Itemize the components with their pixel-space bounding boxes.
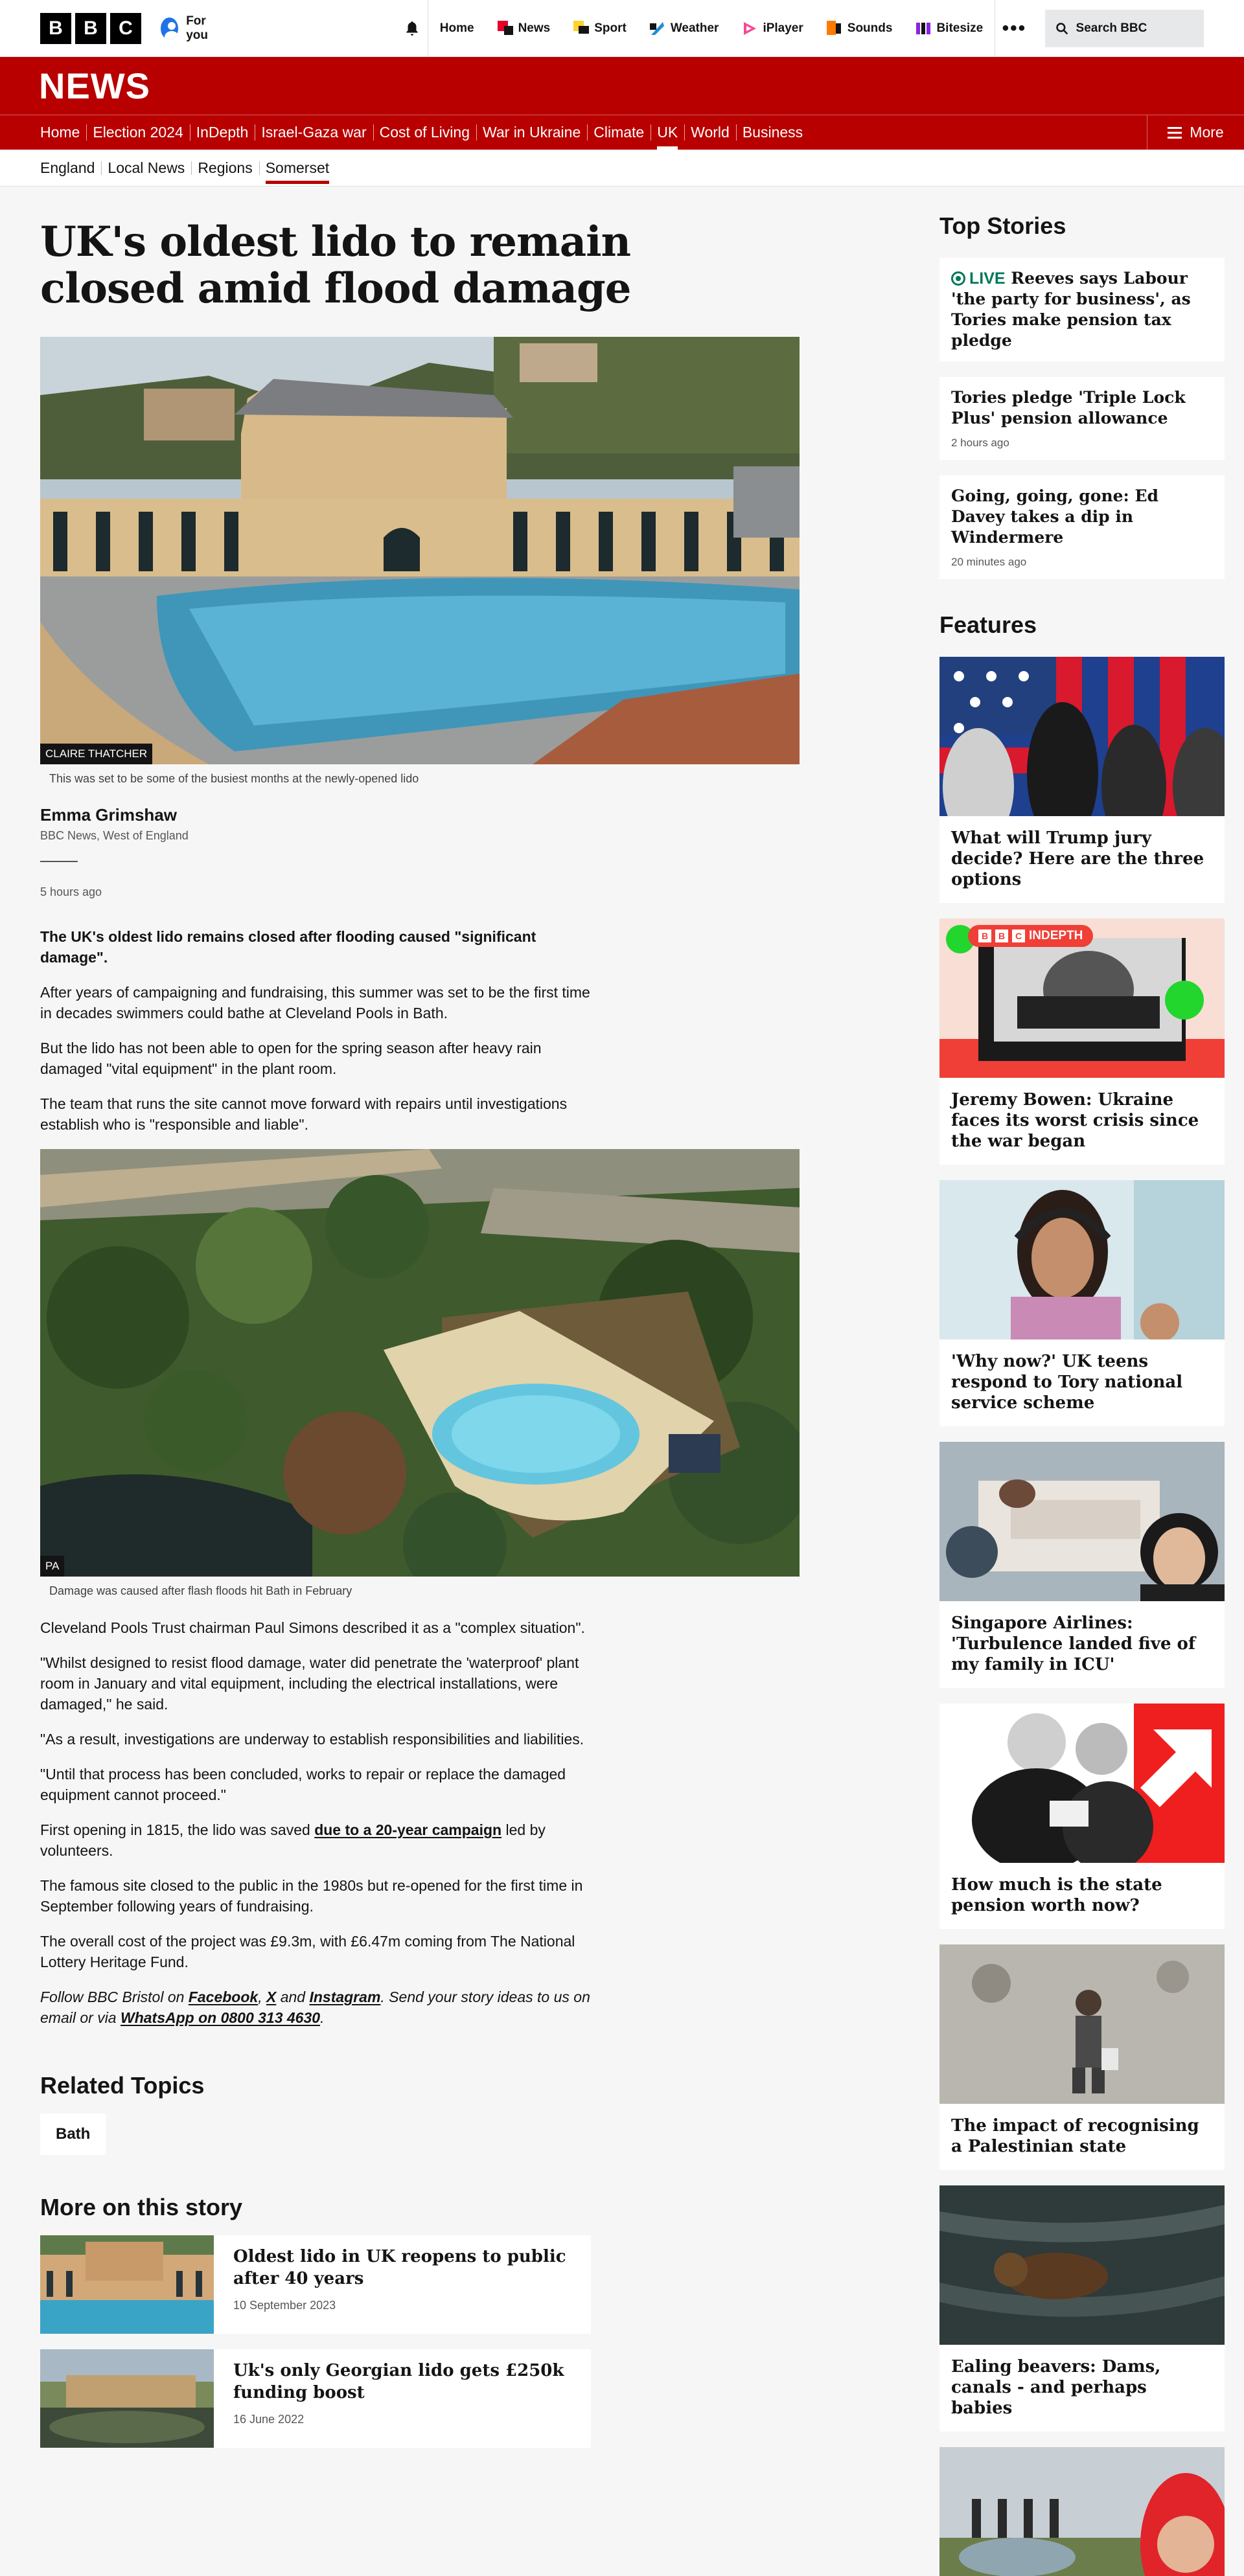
feature-image [939,918,1225,1078]
story-thumbnail [40,2349,214,2448]
more-menu-button[interactable]: ••• [995,0,1033,57]
bbc-logo-letter: C [110,13,141,44]
sub-nav-local-news[interactable]: Local News [101,150,191,187]
article-paragraph [40,1819,591,1861]
article [40,219,800,2463]
article-headline: UK's oldest lido to remain closed amid flood damage [40,218,631,313]
feature-card[interactable] [939,1442,1225,1688]
feature-image [939,2447,1225,2576]
search-label: Search BBC [1076,21,1147,35]
global-nav [428,0,995,57]
bbc-logo[interactable] [40,13,141,44]
article-body-2 [40,1617,591,2028]
global-nav-label: News [518,21,551,35]
section-nav [0,115,1244,150]
global-nav-sport[interactable] [562,0,638,57]
article-paragraph: "Whilst designed to resist flood damage, water did penetrate the 'waterproof' plant room in January and vital equipment, including the electrical installations, were damaged," he said. [40,1654,579,1713]
features-title: Features [939,611,1037,638]
global-nav-bitesize[interactable] [904,0,995,57]
feature-image [939,1442,1225,1601]
feature-card[interactable] [939,657,1225,903]
article-paragraph: Cleveland Pools Trust chairman Paul Simons described it as a "complex situation". [40,1619,585,1636]
feature-image [939,657,1225,816]
section-nav-cost-of-living[interactable]: Cost of Living [373,115,476,150]
feature-title: Ealing beavers: Dams, canals - and perhaps babies [951,2357,1161,2418]
paragraph-text: First opening in 1815, the lido was saved [40,1821,315,1838]
for-you-label: For you [186,14,208,42]
feature-title: How much is the state pension worth now? [951,1875,1162,1915]
account-icon [161,17,178,40]
global-nav-weather[interactable] [638,0,731,57]
indepth-badge-logo-letter: B [995,929,1008,942]
topic-tag-bath[interactable]: Bath [40,2114,106,2155]
image-caption: This was set to be some of the busiest months at the newly-opened lido [49,772,419,785]
whatsapp-link[interactable]: WhatsApp on 0800 313 4630 [120,2009,321,2026]
global-nav-label: iPlayer [763,21,803,35]
lido-image [40,337,800,764]
follow-text: Follow BBC Bristol on [40,1989,189,2005]
article-paragraph: But the lido has not been able to open for the spring season after heavy rain damaged "vital equipment" in the plant room. [40,1040,542,1077]
story-title: Uk's only Georgian lido gets £250k funding boost [233,2361,564,2402]
global-nav-label: Home [439,21,474,35]
follow-note [40,1987,591,2028]
story-card[interactable] [40,2349,591,2448]
live-badge [951,269,1006,288]
live-label: LIVE [969,269,1006,288]
x-link[interactable]: X [266,1989,277,2005]
article-figure-1 [40,337,800,786]
sub-nav [0,150,1244,187]
bbc-masthead [0,0,1244,57]
global-nav-label: Bitesize [936,21,984,35]
story-thumbnail [40,2235,214,2334]
section-nav-indepth[interactable]: InDepth [190,115,255,150]
story-title: Oldest lido in UK reopens to public after 40 years [233,2247,566,2288]
feature-image [939,2185,1225,2345]
story-date: 16 June 2022 [233,2413,305,2426]
sub-nav-regions[interactable]: Regions [191,150,259,187]
article-paragraph: "As a result, investigations are underway to establish responsibilities and liabilities. [40,1731,584,1748]
article-paragraph: The famous site closed to the public in the 1980s but re-opened for the first time in September following years of fundraising. [40,1877,583,1915]
bitesize-icon [916,21,931,36]
sub-nav-england[interactable]: England [40,159,95,176]
top-stories-title: Top Stories [939,212,1066,239]
campaign-link[interactable]: due to a 20-year campaign [314,1821,502,1838]
lido-photo [40,337,800,764]
feature-card[interactable] [939,1180,1225,1426]
follow-text: . Send your story ideas to us on email or via [40,1989,590,2026]
section-nav-uk[interactable]: UK [651,115,684,150]
top-story-title: Going, going, gone: Ed Davey takes a dip in Windermere [951,486,1159,547]
article-timestamp: 5 hours ago [40,885,102,898]
news-logo[interactable]: NEWS [39,65,150,106]
image-caption: Damage was caused after flash floods hit Bath in February [49,1584,352,1597]
feature-title: The impact of recognising a Palestinian state [951,2116,1199,2156]
feature-card[interactable] [939,1704,1225,1929]
byline [40,805,800,899]
news-icon [498,21,513,36]
section-nav-war-in-ukraine[interactable]: War in Ukraine [476,115,587,150]
instagram-link[interactable]: Instagram [309,1989,381,2005]
feature-image [939,1180,1225,1339]
story-text [214,2349,591,2448]
sidebar [939,212,1225,2576]
article-paragraph: The team that runs the site cannot move forward with repairs until investigations establish who is "responsible and liable". [40,1095,568,1133]
article-paragraph: The overall cost of the project was £9.3m, with £6.47m coming from The National Lottery Heritage Fund. [40,1933,575,1970]
image-credit: PA [40,1556,64,1577]
top-story-card[interactable] [939,475,1225,579]
bell-icon [404,20,420,37]
follow-text: . [320,2009,325,2026]
section-nav-world[interactable]: World [684,115,736,150]
indepth-badge-logo-letter: C [1012,929,1025,942]
top-story-title-text: Reeves says Labour 'the party for business', as Tories make pension tax pledge [951,269,1191,350]
global-nav-sounds[interactable] [815,0,904,57]
author-role: BBC News, West of England [40,829,189,842]
news-banner [0,57,1244,115]
feature-image [939,1944,1225,2104]
top-story-card[interactable] [939,377,1225,460]
top-story-time: 2 hours ago [951,437,1009,449]
section-nav-israel-gaza-war[interactable]: Israel-Gaza war [255,115,373,150]
indepth-badge-logo-letter: B [978,929,991,942]
search-icon [1055,22,1068,35]
byline-divider [40,861,78,862]
more-on-this-story [40,2194,800,2448]
top-story-title: Tories pledge 'Triple Lock Plus' pension allowance [951,388,1186,427]
story-text [214,2235,591,2334]
section-nav-election-2024[interactable]: Election 2024 [86,115,189,150]
aerial-photo [40,1149,800,1577]
section-nav-more-button[interactable] [1147,115,1244,150]
live-icon [951,271,965,286]
article-paragraph: After years of campaigning and fundraising, this summer was set to be the first time in decades swimmers could bathe at Cleveland Pools in Bath. [40,984,590,1021]
follow-text: , [258,1989,266,2005]
top-story-card[interactable] [939,258,1225,361]
aerial-image [40,1149,800,1577]
story-card[interactable] [40,2235,591,2334]
feature-title: 'Why now?' UK teens respond to Tory national service scheme [951,1352,1183,1413]
global-nav-news[interactable] [486,0,562,57]
article-body-1 [40,926,591,1135]
global-nav-home[interactable] [428,0,486,57]
bbc-logo-letter: B [75,13,106,44]
sub-nav-somerset[interactable]: Somerset [259,150,336,187]
top-story-title [951,268,1213,351]
bbc-logo-letter: B [40,13,71,44]
feature-title: Singapore Airlines: 'Turbulence landed five of my family in ICU' [951,1613,1196,1674]
indepth-badge [968,925,1093,947]
sounds-icon [827,21,842,36]
related-topics [40,2072,800,2155]
indepth-label: INDEPTH [1029,929,1083,942]
feature-image [939,1704,1225,1863]
image-credit: CLAIRE THATCHER [40,744,152,764]
article-lead: The UK's oldest lido remains closed after flooding caused "significant damage". [40,928,536,966]
global-nav-label: Sounds [847,21,893,35]
section-nav-home[interactable]: Home [40,124,80,141]
follow-text: and [276,1989,310,2005]
section-nav-climate[interactable]: Climate [587,115,651,150]
paragraph-text: led by volunteers. [40,1821,546,1859]
for-you-link[interactable] [161,14,222,43]
weather-icon [650,21,665,36]
iplayer-icon [742,21,757,36]
search-bbc-button[interactable] [1045,10,1204,47]
feature-title: Jeremy Bowen: Ukraine faces its worst crisis since the war began [951,1090,1199,1151]
global-nav-label: Weather [670,21,719,35]
sport-icon [573,21,589,36]
feature-card[interactable] [939,1944,1225,2170]
notifications-button[interactable] [397,0,428,57]
facebook-link[interactable]: Facebook [188,1989,259,2005]
feature-title: What will Trump jury decide? Here are the three options [951,828,1204,889]
top-stories [939,212,1225,579]
feature-card[interactable] [939,2447,1225,2576]
author-name: Emma Grimshaw [40,805,177,825]
more-on-this-story-title: More on this story [40,2194,243,2220]
story-date: 10 September 2023 [233,2299,336,2312]
feature-card[interactable] [939,918,1225,1165]
global-nav-iplayer[interactable] [730,0,814,57]
top-story-time: 20 minutes ago [951,556,1027,568]
feature-card[interactable] [939,2185,1225,2432]
section-nav-business[interactable]: Business [736,115,809,150]
article-figure-2 [40,1149,800,1598]
related-topics-title: Related Topics [40,2072,205,2099]
features [939,611,1225,2576]
hamburger-icon [1168,127,1182,139]
article-paragraph: "Until that process has been concluded, works to repair or replace the damaged equipment cannot proceed." [40,1766,566,1803]
global-nav-label: Sport [594,21,627,35]
more-label: More [1190,124,1224,141]
